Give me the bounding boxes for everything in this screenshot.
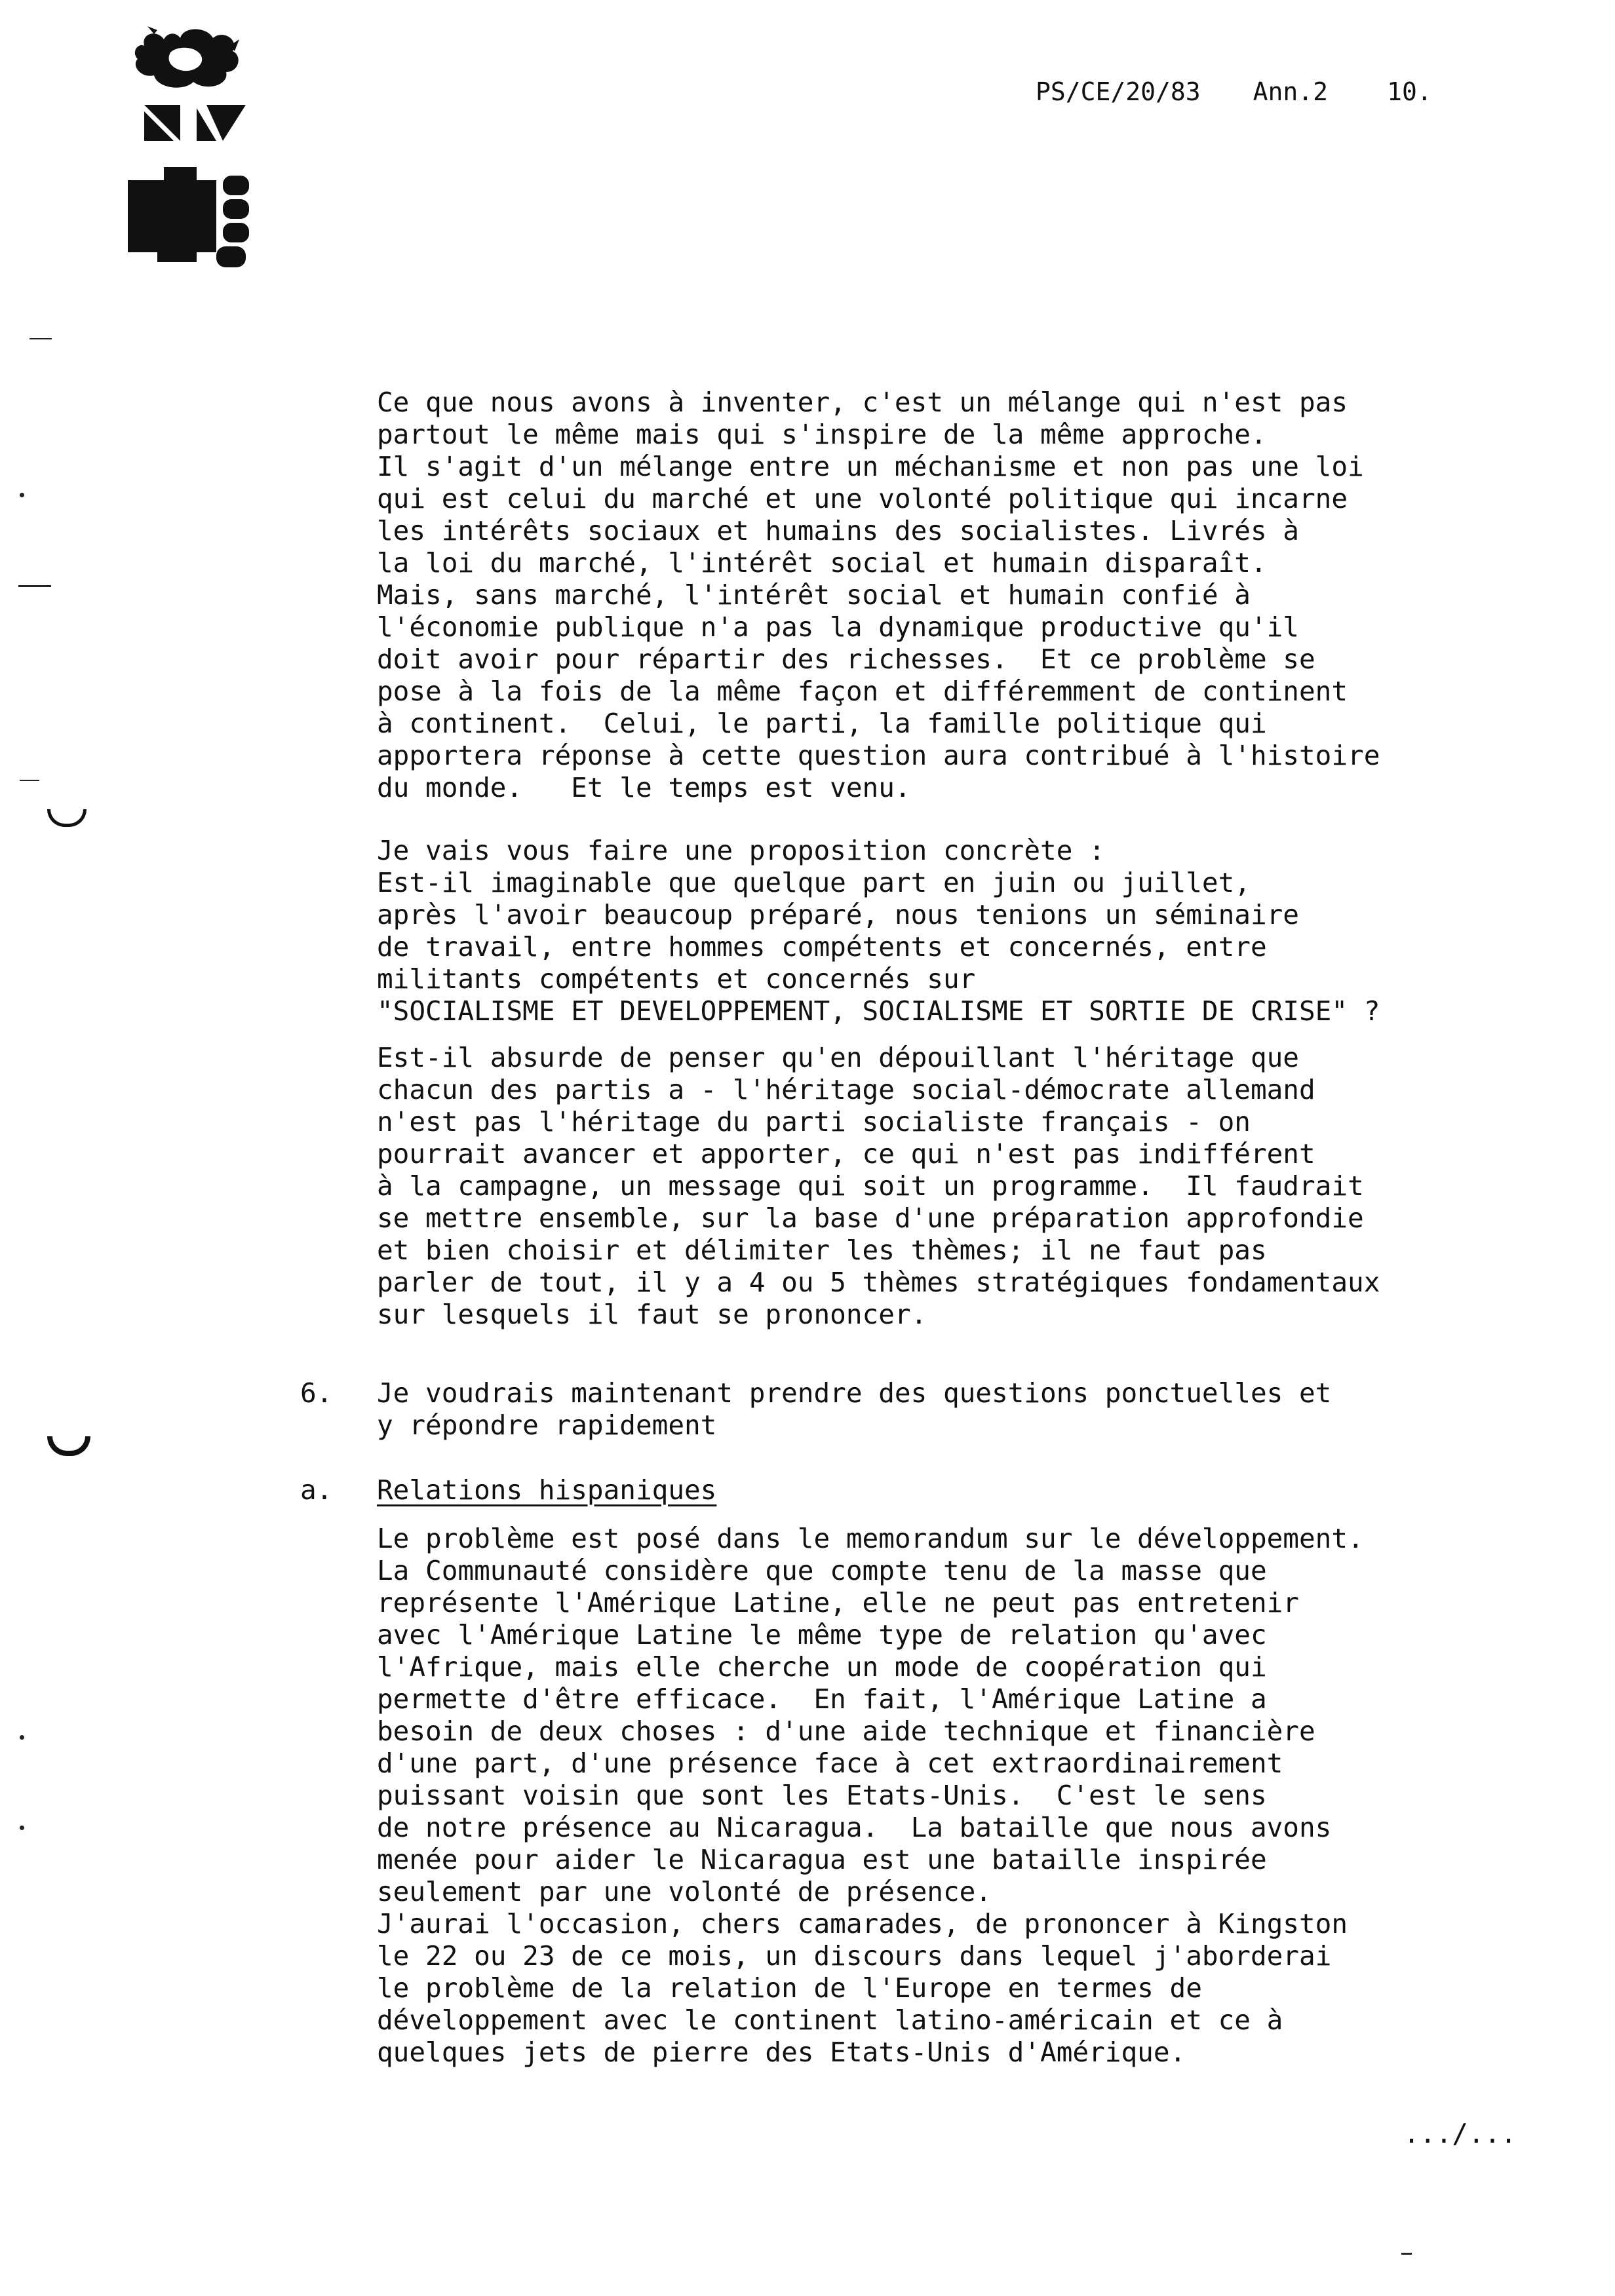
text-line: puissant voisin que sont les Etats-Unis. C'est le sens [377, 1780, 1267, 1811]
margin-mark [47, 1436, 90, 1456]
text-line: J'aurai l'occasion, chers camarades, de prononcer à Kingston [377, 1908, 1348, 1940]
margin-mark [20, 493, 24, 497]
text-line: chacun des partis a - l'héritage social-démocrate allemand [377, 1074, 1315, 1105]
margin-mark [47, 809, 87, 827]
reference-code: PS/CE/20/83 [1036, 77, 1201, 106]
annex-label: Ann.2 [1253, 77, 1329, 106]
text-line: Mais, sans marché, l'intérêt social et humain confié à [377, 579, 1251, 611]
text-line: Je voudrais maintenant prendre des questions ponctuelles et [377, 1377, 1332, 1409]
paragraph-2 [377, 835, 1570, 1027]
text-line: militants compétents et concernés sur [377, 963, 976, 995]
text-line: de notre présence au Nicaragua. La bataille que nous avons [377, 1812, 1332, 1843]
margin-mark [20, 1826, 24, 1830]
text-line: développement avec le continent latino-américain et ce à [377, 2004, 1283, 2036]
text-line: la loi du marché, l'intérêt social et humain disparaît. [377, 547, 1267, 579]
text-line: se mettre ensemble, sur la base d'une préparation approfondie [377, 1202, 1364, 1234]
text-line: après l'avoir beaucoup préparé, nous tenions un séminaire [377, 899, 1299, 930]
text-line: apportera réponse à cette question aura contribué à l'histoire [377, 740, 1380, 771]
text-line: pose à la fois de la même façon et différemment de continent [377, 676, 1348, 707]
text-line: Je vais vous faire une proposition concrète : [377, 835, 1105, 866]
text-line: du monde. Et le temps est venu. [377, 772, 911, 803]
text-line: représente l'Amérique Latine, elle ne peut pas entretenir [377, 1587, 1299, 1618]
fist-and-rose-icon [118, 26, 269, 275]
margin-mark [29, 338, 52, 339]
document-reference [1036, 77, 1432, 106]
text-line: n'est pas l'héritage du parti socialiste français - on [377, 1106, 1251, 1138]
text-line: besoin de deux choses : d'une aide technique et financière [377, 1715, 1315, 1747]
subsection-a-text [377, 1523, 1570, 2069]
text-line: avec l'Amérique Latine le même type de relation qu'avec [377, 1619, 1267, 1651]
section-number: 6. [300, 1377, 333, 1409]
text-line: Est-il absurde de penser qu'en dépouillant l'héritage que [377, 1042, 1299, 1073]
text-line: Ce que nous avons à inventer, c'est un mélange qui n'est pas [377, 387, 1348, 418]
text-line: y répondre rapidement [377, 1409, 717, 1441]
text-line: "SOCIALISME ET DEVELOPPEMENT, SOCIALISME ET SORTIE DE CRISE" ? [377, 995, 1380, 1027]
section-heading: Relations hispaniques [377, 1474, 717, 1506]
text-line: Le problème est posé dans le memorandum sur le développement. [377, 1523, 1364, 1554]
paragraph-1 [377, 387, 1570, 804]
text-line: et bien choisir et délimiter les thèmes; il ne faut pas [377, 1234, 1267, 1266]
page-number: 10. [1387, 77, 1432, 106]
text-line: sur lesquels il faut se prononcer. [377, 1299, 927, 1330]
continuation-mark: .../... [1403, 2118, 1517, 2149]
text-line: quelques jets de pierre des Etats-Unis d'Amérique. [377, 2037, 1186, 2068]
section-6-text [377, 1377, 1570, 1442]
text-line: pourrait avancer et apporter, ce qui n'est pas indifférent [377, 1138, 1315, 1170]
text-line: Est-il imaginable que quelque part en juin ou juillet, [377, 867, 1251, 898]
text-line: seulement par une volonté de présence. [377, 1876, 992, 1907]
text-line: l'économie publique n'a pas la dynamique productive qu'il [377, 611, 1299, 643]
text-line: parler de tout, il y a 4 ou 5 thèmes stratégiques fondamentaux [377, 1267, 1380, 1298]
margin-mark [20, 780, 39, 781]
text-line: le 22 ou 23 de ce mois, un discours dans lequel j'aborderai [377, 1940, 1332, 1972]
margin-mark [20, 1735, 24, 1740]
text-line: doit avoir pour répartir des richesses. Et ce problème se [377, 643, 1315, 675]
margin-mark [18, 585, 51, 587]
text-line: à continent. Celui, le parti, la famille politique qui [377, 708, 1267, 739]
text-line: d'une part, d'une présence face à cet extraordinairement [377, 1748, 1283, 1779]
text-line: l'Afrique, mais elle cherche un mode de coopération qui [377, 1651, 1267, 1683]
text-line: les intérêts sociaux et humains des socialistes. Livrés à [377, 515, 1299, 546]
text-line: qui est celui du marché et une volonté politique qui incarne [377, 483, 1348, 514]
text-line: menée pour aider le Nicaragua est une bataille inspirée [377, 1844, 1267, 1875]
subsection-label: a. [300, 1474, 333, 1506]
text-line: Il s'agit d'un mélange entre un méchanisme et non pas une loi [377, 451, 1364, 482]
text-line: permette d'être efficace. En fait, l'Amérique Latine a [377, 1683, 1267, 1715]
text-line: La Communauté considère que compte tenu de la masse que [377, 1555, 1267, 1586]
text-line: de travail, entre hommes compétents et concernés, entre [377, 931, 1267, 963]
text-line: à la campagne, un message qui soit un programme. Il faudrait [377, 1170, 1364, 1202]
text-line: partout le même mais qui s'inspire de la même approche. [377, 419, 1267, 450]
margin-mark [1401, 2253, 1412, 2255]
paragraph-3 [377, 1042, 1570, 1331]
text-line: le problème de la relation de l'Europe en termes de [377, 1972, 1202, 2004]
